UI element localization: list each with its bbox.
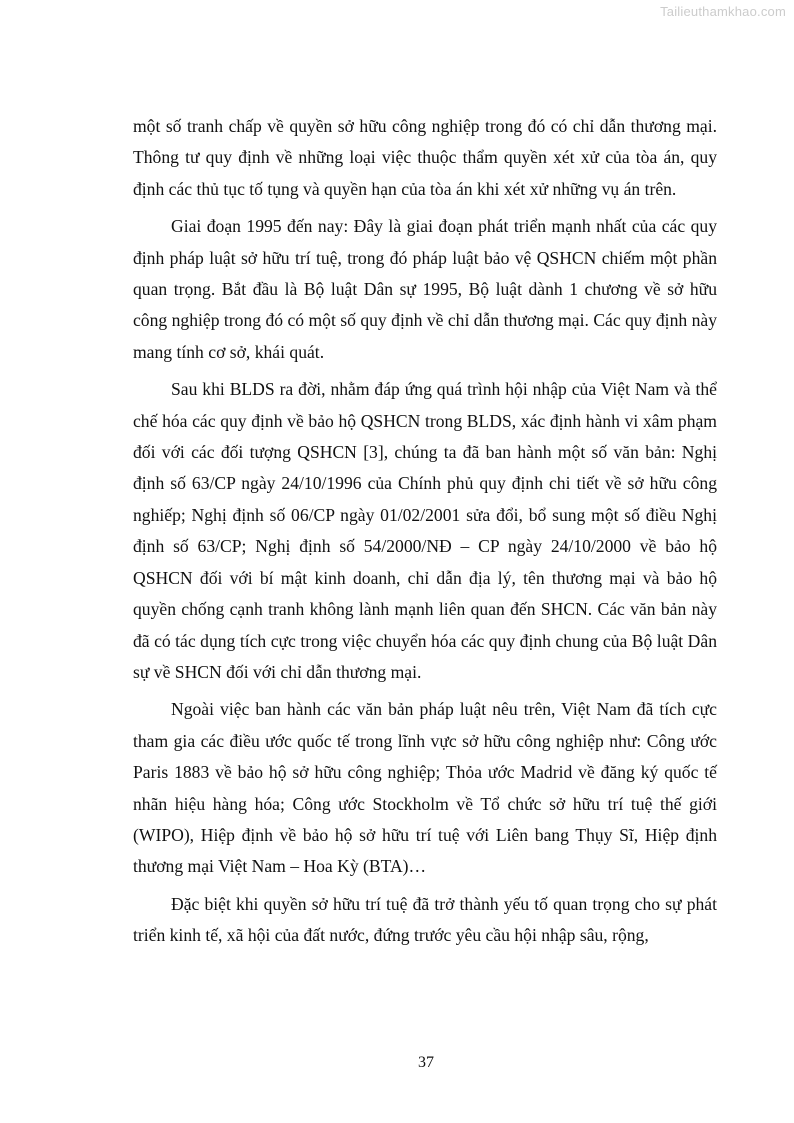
page-number: 37 — [418, 1054, 434, 1071]
paragraph-special-emphasis: Đặc biệt khi quyền sở hữu trí tuệ đã trở thành yếu tố quan trọng cho sự phát triển kinh tế, xã hội của đất nước, đứng trước yêu cầu hội nhập sâu, rộng, — [133, 893, 717, 946]
document-body — [133, 111, 717, 952]
paragraph-continuation: một số tranh chấp về quyền sở hữu công nghiệp trong đó có chỉ dẫn thương mại. Thông tư quy định về những loại việc thuộc thẩm quyền xét xử của tòa án, quy định các thủ tục tố tụng và quyền hạn của tòa án khi xét xử những vụ án trên. — [133, 116, 717, 199]
watermark: Tailieuthamkhao.com — [660, 4, 786, 19]
paragraph-international-treaties: Ngoài việc ban hành các văn bản pháp luật nêu trên, Việt Nam đã tích cực tham gia các điều ước quốc tế trong lĩnh vực sở hữu công nghiệp như: Công ước Paris 1883 về bảo hộ sở hữu công nghiệp; Thỏa ước Madrid về đăng ký quốc tế nhãn hiệu hàng hóa; Công ước Stockholm về Tổ chức sở hữu trí tuệ thế giới (WIPO), Hiệp định về bảo hộ sở hữu trí tuệ với Liên bang Thụy Sĩ, Hiệp định thương mại Việt Nam – Hoa Kỳ (BTA)… — [133, 699, 717, 877]
paragraph-period-1995: Giai đoạn 1995 đến nay: Đây là giai đoạn phát triển mạnh nhất của các quy định pháp luật sở hữu trí tuệ, trong đó pháp luật bảo vệ QSHCN chiếm một phần quan trọng. Bắt đầu là Bộ luật Dân sự 1995, Bộ luật dành 1 chương về sở hữu công nghiệp trong đó có một số quy định về chỉ dẫn thương mại. Các quy định này mang tính cơ sở, khái quát. — [133, 216, 717, 362]
paragraph-after-blds: Sau khi BLDS ra đời, nhằm đáp ứng quá trình hội nhập của Việt Nam và thể chế hóa các quy định về bảo hộ QSHCN trong BLDS, xác định hành vi xâm phạm đối với các đối tượng QSHCN [3], chúng ta đã ban hành một số văn bản: Nghị định số 63/CP ngày 24/10/1996 của Chính phủ quy định chi tiết về sở hữu công nghiếp; Nghị định số 06/CP ngày 01/02/2001 sửa đổi, bổ sung một số điều Nghị định số 63/CP; Nghị định số 54/2000/NĐ – CP ngày 24/10/2000 về bảo hộ QSHCN đối với bí mật kinh doanh, chỉ dẫn địa lý, tên thương mại và bảo hộ quyền chống cạnh tranh không lành mạnh liên quan đến SHCN. Các văn bản này đã có tác dụng tích cực trong việc chuyển hóa các quy định chung của Bộ luật Dân sự về SHCN đối với chỉ dẫn thương mại. — [133, 379, 717, 682]
